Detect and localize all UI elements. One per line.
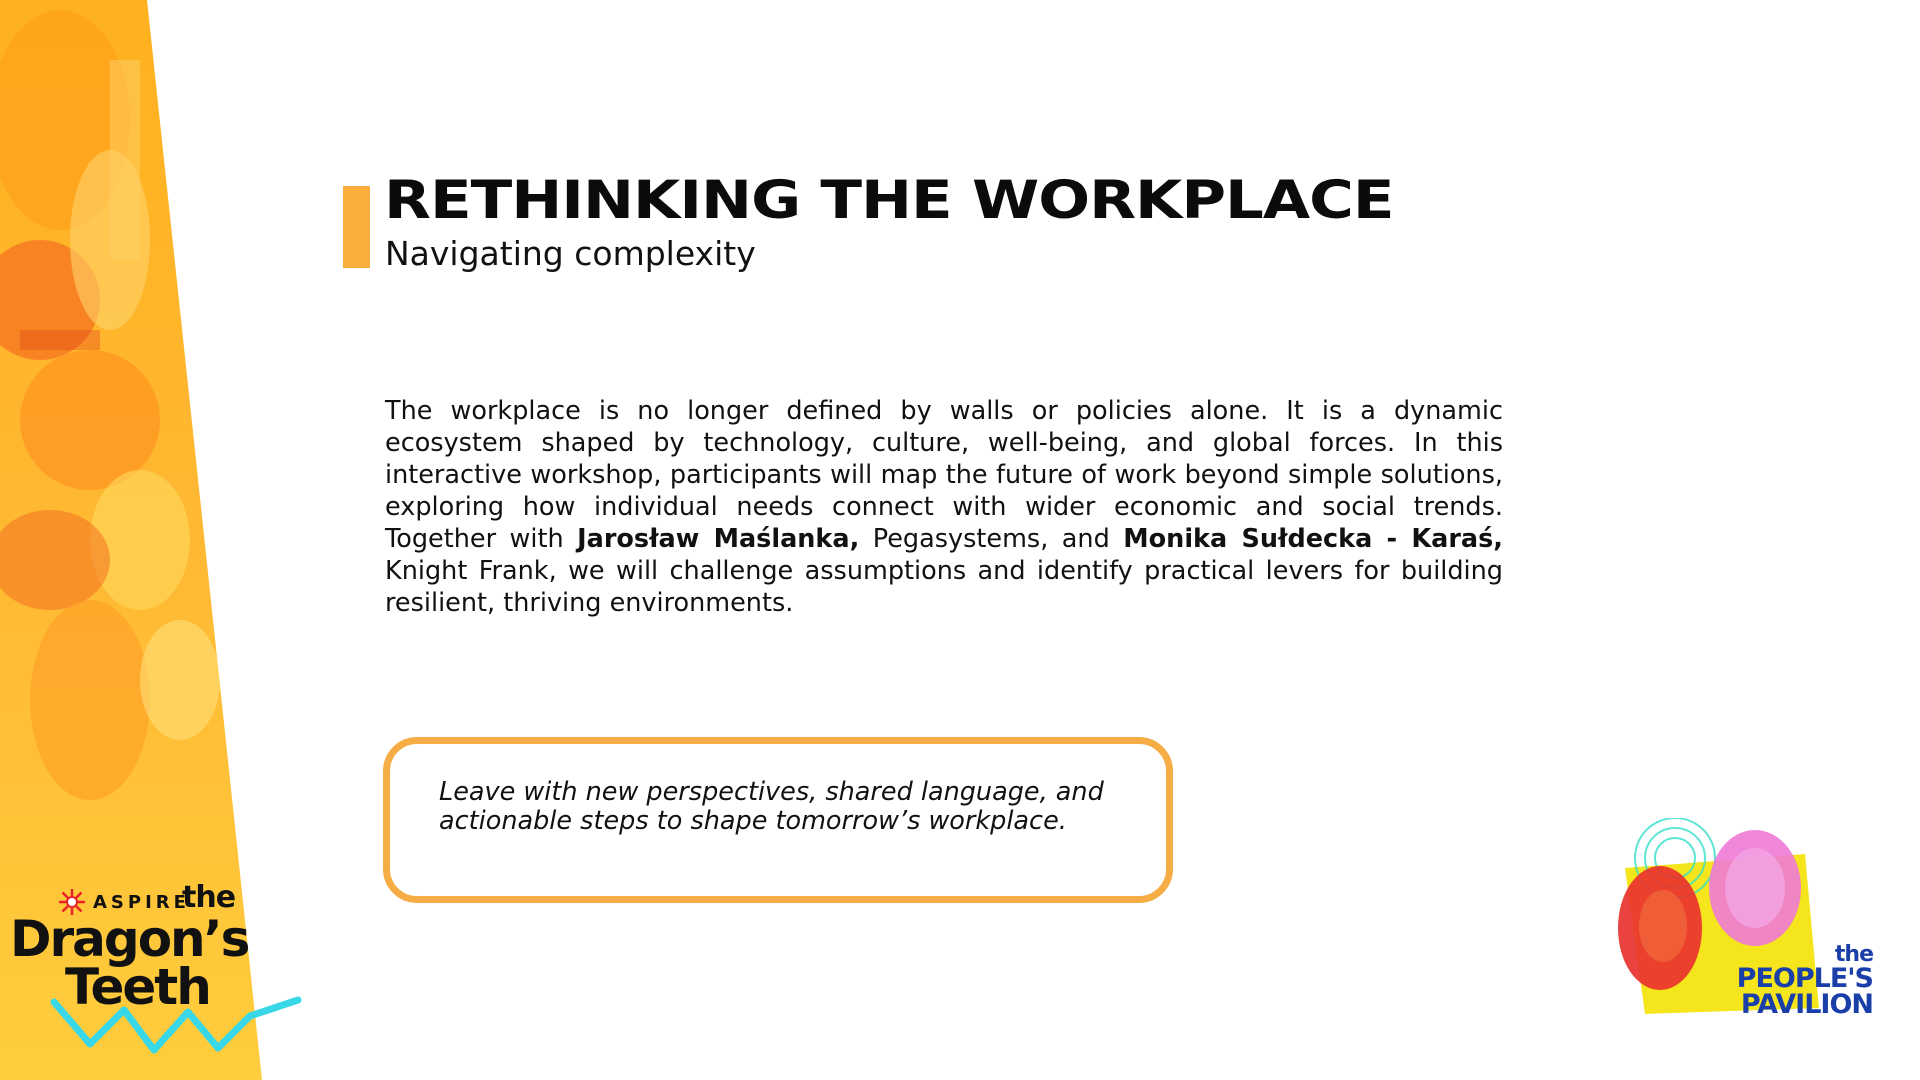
body-paragraph bbox=[385, 395, 1503, 619]
title-accent-bar bbox=[343, 186, 370, 268]
pavilion-the: the bbox=[1834, 942, 1873, 967]
page-subtitle: Navigating complexity bbox=[385, 234, 756, 273]
body-text-part-1: The workplace is no longer defined by walls or policies alone. It is a dynamic ecosystem shaped by technology, culture, well-being, and global forces. In this interactive workshop, participants will map the future of work beyond simple solutions, exploring how individual needs connect with wider economic and social trends. Together with bbox=[385, 396, 1503, 554]
dragons-teeth-logo bbox=[10, 880, 330, 1070]
speaker-name-1: Jarosław Maślanka, bbox=[577, 524, 860, 554]
body-text-part-3: Knight Frank, we will challenge assumptions and identify practical levers for building resilient, thriving environments. bbox=[385, 556, 1503, 618]
pavilion-line-2: PAVILION bbox=[1740, 989, 1873, 1020]
callout-text: Leave with new perspectives, shared language, and actionable steps to shape tomorrow’s workplace. bbox=[439, 777, 1104, 836]
speaker-name-2: Monika Sułdecka - Karaś, bbox=[1123, 524, 1503, 554]
dragons-teeth-line-2: Teeth bbox=[65, 958, 210, 1016]
peoples-pavilion-logo bbox=[1605, 818, 1885, 1028]
body-text-part-2: Pegasystems, and bbox=[859, 524, 1124, 554]
dragons-teeth-line-1: Dragon’s bbox=[10, 910, 249, 968]
zigzag-icon bbox=[50, 992, 310, 1062]
pavilion-line-1: PEOPLE'S bbox=[1736, 963, 1873, 994]
dragons-teeth-the: the bbox=[182, 880, 236, 915]
aspire-wordmark: ASPIRE bbox=[93, 892, 190, 913]
page-title: RETHINKING THE WORKPLACE bbox=[384, 170, 1394, 232]
callout-box bbox=[383, 737, 1173, 903]
